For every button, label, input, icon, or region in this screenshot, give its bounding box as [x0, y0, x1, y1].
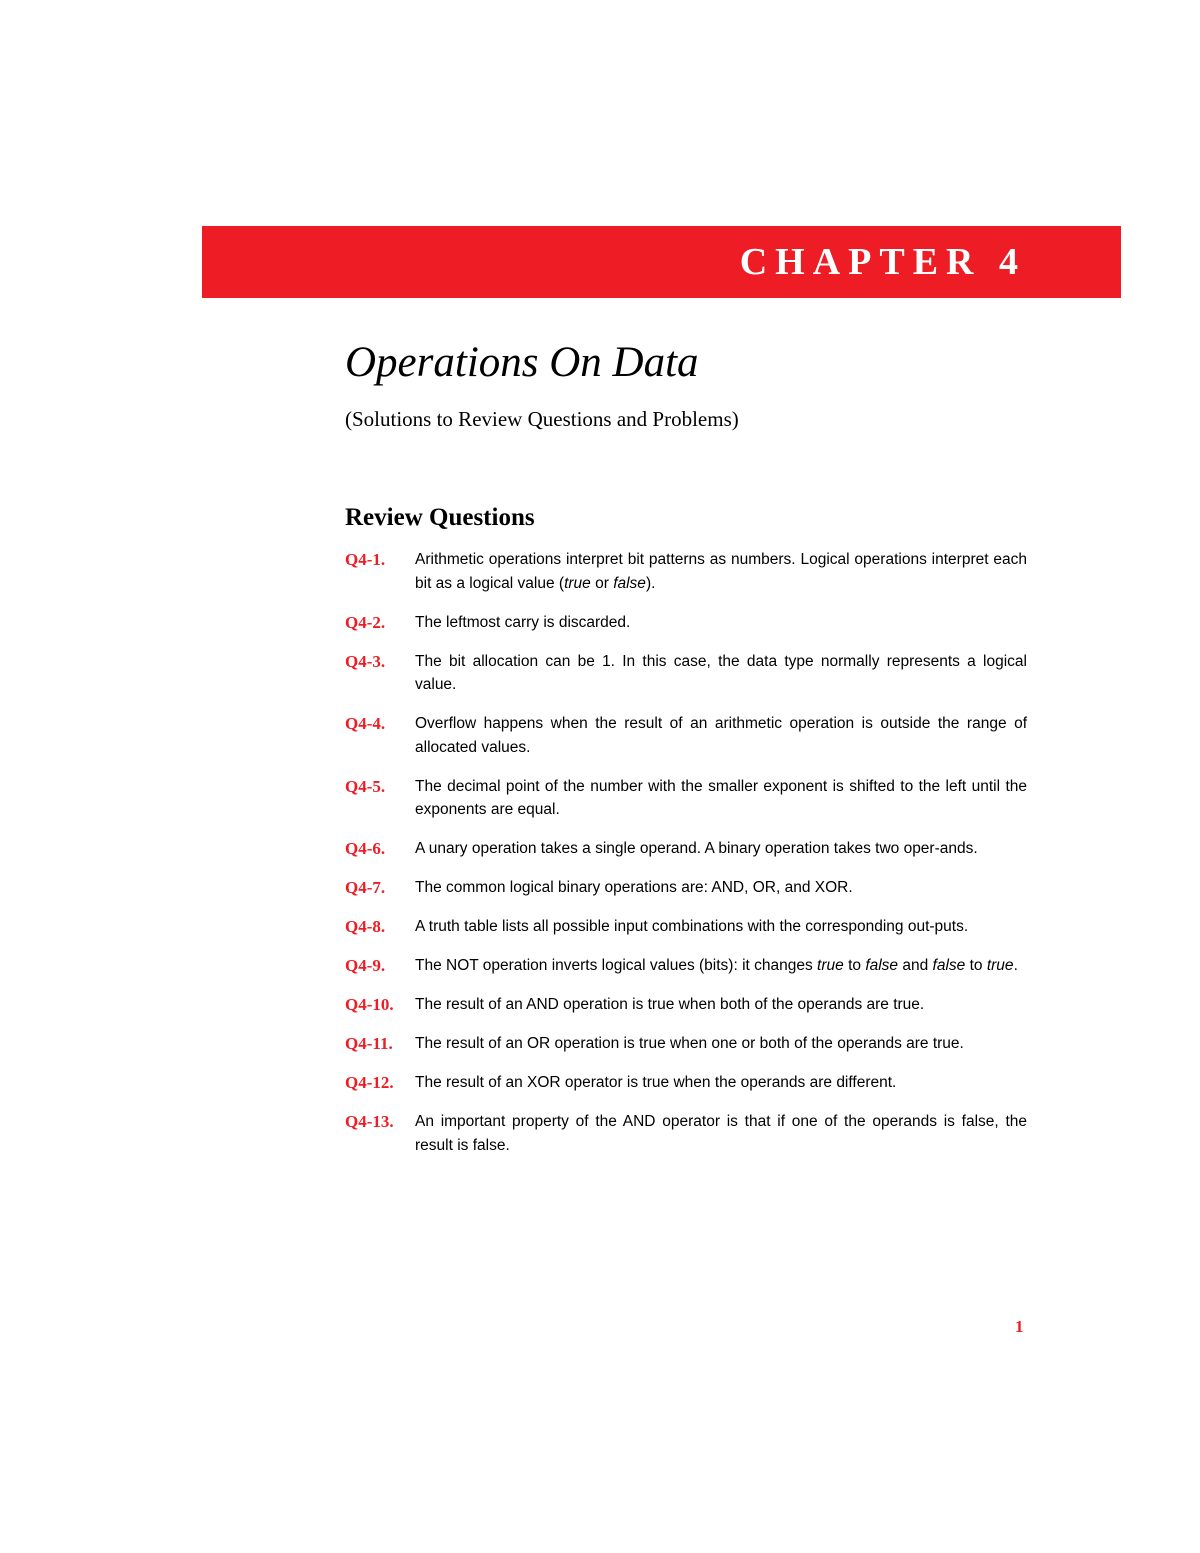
list-item — [345, 915, 1027, 939]
question-label: Q4-5. — [345, 776, 386, 796]
list-item — [345, 954, 1027, 978]
list-item — [345, 611, 1027, 635]
answer-text: The result of an OR operation is true when one or both of the operands are true. — [415, 1035, 964, 1052]
list-item — [345, 1071, 1027, 1095]
chapter-banner — [202, 226, 1121, 298]
list-item — [345, 775, 1027, 822]
question-label: Q4-2. — [345, 612, 386, 632]
answer-text: The result of an XOR operator is true when the operands are different. — [415, 1074, 897, 1091]
question-label: Q4-3. — [345, 651, 386, 671]
answer-text: A truth table lists all possible input combinations with the corresponding out-puts. — [415, 918, 969, 935]
answer-text: An important property of the AND operator is that if one of the operands is false, the result is false. — [415, 1113, 1027, 1154]
answer-text: The decimal point of the number with the smaller exponent is shifted to the left until the exponents are equal. — [415, 777, 1027, 818]
question-label: Q4-12. — [345, 1073, 394, 1092]
page-number: 1 — [1015, 1317, 1024, 1336]
list-item — [345, 712, 1027, 759]
review-questions-list — [345, 548, 1027, 1173]
list-item — [345, 837, 1027, 861]
question-label: Q4-6. — [345, 839, 386, 858]
answer-text: A unary operation takes a single operand. A binary operation takes two oper-ands. — [415, 840, 978, 857]
page-subtitle: (Solutions to Review Questions and Problems) — [345, 407, 739, 431]
list-item — [345, 993, 1027, 1017]
answer-text: The leftmost carry is discarded. — [415, 613, 631, 631]
list-item — [345, 650, 1027, 697]
page-title: Operations On Data — [345, 339, 699, 386]
question-label: Q4-13. — [345, 1112, 394, 1131]
answer-text: The result of an AND operation is true when both of the operands are true. — [415, 996, 925, 1013]
list-item — [345, 548, 1027, 595]
list-item — [345, 1032, 1027, 1056]
question-label: Q4-11. — [345, 1034, 393, 1053]
answer-text: The NOT operation inverts logical values (bits): it changes true to false and false to true. — [415, 957, 1018, 974]
question-label: Q4-7. — [345, 878, 386, 897]
question-label: Q4-9. — [345, 956, 386, 975]
chapter-label: CHAPTER 4 — [739, 241, 1026, 283]
answer-text: The common logical binary operations are: AND, OR, and XOR. — [415, 879, 853, 896]
question-label: Q4-1. — [345, 550, 386, 569]
answer-text: Arithmetic operations interpret bit patterns as numbers. Logical operations interpret each bit as a logical value (true or false). — [415, 551, 1027, 592]
answer-text: The bit allocation can be 1. In this case, the data type normally represents a logical value. — [415, 652, 1027, 693]
list-item — [345, 1110, 1027, 1157]
question-label: Q4-10. — [345, 995, 394, 1014]
question-label: Q4-8. — [345, 917, 386, 936]
section-heading: Review Questions — [345, 504, 535, 531]
list-item — [345, 876, 1027, 900]
answer-text: Overflow happens when the result of an arithmetic operation is outside the range of allocated values. — [415, 715, 1027, 756]
question-label: Q4-4. — [345, 714, 386, 733]
